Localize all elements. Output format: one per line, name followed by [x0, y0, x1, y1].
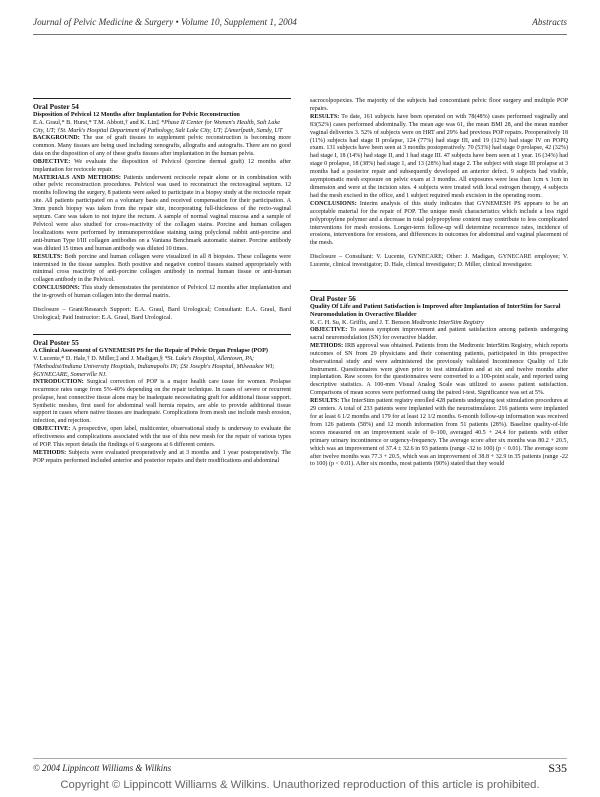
- abstract-title: Disposition of Pelvicol 12 Months after Implantation for Pelvic Reconstruction: [33, 111, 240, 118]
- abstract-paragraph: [310, 327, 568, 343]
- running-header: [33, 14, 567, 35]
- journal-title: Journal of Pelvic Medicine & Surgery • Volume 10, Supplement 1, 2004: [33, 17, 297, 27]
- section-label: BACKGROUND:: [33, 135, 80, 141]
- abstract-paragraph: [310, 114, 568, 201]
- abstract-paragraph: [33, 159, 291, 175]
- abstract-poster-56: [310, 290, 568, 469]
- section-label: OBJECTIVE:: [33, 158, 71, 165]
- abstract-paragraph: [33, 426, 291, 450]
- section-text: This study demonstrates the persistence of Pelvicol 12 months after implantation and the in-growth of human collagen into the dermal matrix.: [33, 285, 291, 300]
- copyright-watermark: Copyright © Lippincott Williams & Wilkins. Unauthorized reproduction of this article is prohibited.: [60, 779, 540, 791]
- section-text: The InterStim patient registry enrolled 428 patients undergoing test stimulation procedures at 29 centers. A total of 233 patients were implanted with the neurostimulator. 216 patients were implanted for at least 6 1/2 months and 179 for at least 12 1/2 months. 6-month follow-up information was received from 126 patients (58%) and 12 month information from 51 patients (28%). Baseline quality-of-life scores measured on an improvement scale of 0–100, averaged 40.5 + 24.4 for patients with either primary urinary incontinence or urgency-frequency. The average score after six months was 80.2 + 20.5, which was an improvement of 37.4 ± 32.6 in 93 patients (range -32 to 100) (p < 0.01). The average score after twelve months was 77.3 + 20.5, which was an improvement of 38.8 + 32.9 in 35 patients (range -22 to 100) (p < 0.01). After six months, most patients (90%) stated that they would: [310, 398, 568, 468]
- disclosure: Disclosure – Grant/Research Support: E.A. Graul, Bard Urological; Consultant: E.A. Graul, Bard Urological; Paid Instructor: E.A. Graul, Bard Urological.: [33, 307, 291, 321]
- abstract-poster-54: [33, 98, 291, 323]
- authors: V. Lucente,* D. Hale,† D. Miller,‡ and J. Madigan,§: [33, 354, 163, 362]
- left-column: [33, 98, 291, 477]
- section-label: OBJECTIVE:: [310, 327, 348, 334]
- abstract-paragraph: [33, 254, 291, 286]
- section-text: IRB approval was obtained. Patients from the Medtronic InterStim Registry, which reports outcomes of SN from 29 physicians and their consenting patients, participated in this prospective observational study and were administered the previously validated Incontinence Quality of Life Instrument. Questionnaires were given prior to test stimulation and at six and twelve months after implantation. Raw scores for the questionnaires were converted to a 100-point scale, and reported using descriptive statistics. A 100-mm Visual Analog Scale was utilized to assess patient satisfaction. Comparisons of mean scores were performed using the paired t-test. Significance was set at 5%.: [310, 342, 568, 397]
- section-label: RESULTS:: [310, 398, 340, 405]
- section-text: Both porcine and human collagen were visualized in all 8 biopsies. These collagens were intermixed in the tissue samples. Both positive and negative control tissues stained appropriately with minimal cross reactivity of anti-porcine collagen antibody in normal human tissue or anti-human collagen antibody in the Pelvicol.: [33, 253, 291, 284]
- section-label: METHODS:: [33, 450, 67, 456]
- author-line: [33, 355, 291, 379]
- section-text: Interim analysis of this study indicates that GYNEMESH PS appears to be an acceptable material for the repair of POP. The unique mesh characteristics which include a less rigid polypropylene polymer and a decrease in total polypropylene content may contribute to less complicated interventions for mesh erosions. Longer-term follow-up will determine recurrence rates, incidence of erosions, interventions for erosions, and differences in outcomes for abdominal and vaginal placement of the mesh.: [310, 200, 568, 247]
- disclosure: Disclosure – Consultant: V. Lucente, GYNECARE; Other: J. Madigan, GYNECARE employee; V. Lucente, clinical investigator; D. Hale, clinical investigator; D. Miller, clinical investigator.: [310, 254, 568, 269]
- abstract-paragraph: [33, 285, 291, 301]
- authors: K. C. H. Su, K. Griffis, and J. T. Benson: [310, 319, 410, 327]
- abstract-paragraph: [33, 135, 291, 159]
- abstract-title: Quality Of Life and Patient Satisfaction is Improved after Implantation of InterStim for Sacral Neuromodulation in Overactive Bladder: [310, 303, 561, 319]
- divider: [33, 334, 291, 335]
- author-line: [310, 319, 568, 327]
- abstract-paragraph: [33, 175, 291, 254]
- poster-number: Oral Poster 55: [33, 337, 79, 347]
- section-text: To date, 161 subjects have been operated on with 78(48%) cases performed vaginally and 83(52%) cases performed abdominally. The mean age was 61, the mean BMI 28, and the mean number vaginal deliveries 3. 52% of subjects were on HRT and 29% had previous POP repairs. Preoperatively 18 (11%) subjects had stage II prolapse, 124 (77%) had stage III, and 19 (12%) had stage IV on POPQ exam. 131 subjects have been seen at 3 months postoperatively. 70 (53%) had stage 0 prolapse, 42 (32%) had stage I, 18 (14%) had stage II, and 1 had stage III. 47 subjects have been seen at 1 year. 16 (34%) had stage 0 prolapse, 18 (38%) had stage 1, and 13 (28%) had stage 2. The subject with stage III prolapse at 3 months had a posterior repair and subsequently developed an anterior defect. 9 subjects had visible, asymptomatic mesh exposure on pelvic exam at 3 months. All exposures were less than 1cm x 1cm in dimension and were at the incision sites. 4 subjects were treated with local estrogen therapy, 4 subjects had the mesh excised in the office, and 1 subject required mesh excision in the operating room.: [310, 113, 568, 199]
- section-label: MATERIALS AND METHODS:: [33, 174, 121, 181]
- continuation-text: sacrocolpopexies. The majority of the subjects had concomitant pelvic floor surgery and multiple POP repairs.: [310, 98, 568, 112]
- abstract-poster-55-continued: [310, 98, 568, 270]
- section-text: A prospective, open label, multicenter, observational study is underway to evaluate the effectiveness and complications associated with the use of this new mesh for the repair of various types of POP. This report details the findings of 6 surgeons at 6 different centers.: [33, 426, 292, 449]
- page-footer: [33, 758, 567, 775]
- section-text: To assess symptom improvement and patient satisfaction among patients undergoing sacral neuromodulation (SN) for overactive bladder.: [310, 327, 568, 341]
- affiliations: *Phase II Center for Women's Health, Salt Lake City, UT; †St. Mark's Hospital Department of Pathology, Salt Lake City, UT; ‡Amerlpath, Sandy, UT: [33, 119, 283, 134]
- section-text: Surgical correction of POP is a major health care issue for women. Prolapse recurrence rates range from 5%-40% depending on the repair technique. In cases of severe or recurrent prolapse, host connective tissue alone may be inadequate necessitating graft for additional tissue support. Synthetic meshes, first used for abdominal wall hernia repairs, are able to provide additional tissue support in cases where native tissues are inadequate. Complications from mesh use include mesh erosion, infection, and rejection.: [33, 378, 291, 425]
- poster-number: Oral Poster 54: [33, 102, 79, 111]
- abstract-paragraph: [310, 343, 568, 398]
- poster-number: Oral Poster 56: [310, 294, 356, 304]
- section-label: RESULTS:: [310, 113, 340, 120]
- section-text: Subjects were evaluated preoperatively and at 3 months and 1 year postoperatively. The POP repairs performed included anterior and posterior repairs and their modifications and abdominal: [33, 450, 291, 464]
- abstract-title: A Clinical Assessment of GYNEMESH PS for the Repair of Pelvic Organ Prolapse (POP): [33, 346, 268, 354]
- section-label: Abstracts: [532, 17, 567, 27]
- authors: E.A. Graul,* B. Hurst,* T.M. Abbott,† and K. Lin‡: [33, 119, 160, 126]
- abstract-paragraph: [33, 450, 291, 466]
- affiliations: Medtronic InterStim Registry: [411, 319, 484, 327]
- footer-copyright: © 2004 Lippincott Williams & Wilkins: [33, 763, 172, 773]
- section-label: CONCLUSIONS:: [33, 285, 80, 292]
- section-label: METHODS:: [310, 342, 344, 349]
- abstract-paragraph: [33, 379, 291, 426]
- divider: [310, 290, 568, 291]
- abstract-paragraph: [310, 201, 568, 248]
- section-label: OBJECTIVE:: [33, 426, 71, 433]
- page-number: S35: [548, 761, 567, 775]
- section-label: CONCLUSIONS:: [310, 200, 357, 207]
- abstract-paragraph: [310, 398, 568, 469]
- section-label: RESULTS:: [33, 253, 63, 260]
- right-column: [310, 98, 568, 480]
- section-label: INTRODUCTION:: [33, 378, 84, 385]
- section-text: We evaluate the disposition of Pelvicol (porcine dermal graft) 12 months after implantation for rectocele repair.: [33, 158, 291, 173]
- section-text: Patients underwent rectocele repair alone or in combination with other pelvic reconstruction procedures. Pelvicol was used to reconstruct the rectovaginal septum. 12 months following the surgery, 8 patients were asked to participate in a biopsy study at the rectocele repair site. All patients participated on a voluntary basis and received compensation for their participation. A 3mm punch biopsy was taken from the repair site, incorporating full-thickness of the recto-vaginal septum. Care was taken to not injure the rectum. A sample of normal vaginal mucosa and a sample of Pelvicol were also studied for cross-reactivity of the collagen stains. Porcine and human collagen localizations were performed by immunoperoxidase staining using polyclonal rabbit anti-porcine and anti-human Type I/III collagen antibodies on a Vantana Benchmark automatic stainer. Porcine antibody was diluted 15 times and human antibody was diluted 10 times.: [33, 174, 291, 252]
- section-text: The use of graft tissues to supplement pelvic reconstruction is becoming more common. Many tissues are being used including xenografts, allografts and autografts. There are no good data on the disposition of any of these grafts tissues after implantation in the human pelvis.: [33, 135, 291, 157]
- divider: [33, 98, 291, 99]
- affiliations: *St. Luke's Hospital, Allentown, PA; †Methodist/Indiana University Hospitals, Indianapolis IN; ‡St Joseph's Hospital, Milwaukee WI; §GYNECARE, Somerville NJ.: [33, 354, 275, 378]
- abstract-poster-55: [33, 334, 291, 466]
- author-line: [33, 119, 291, 135]
